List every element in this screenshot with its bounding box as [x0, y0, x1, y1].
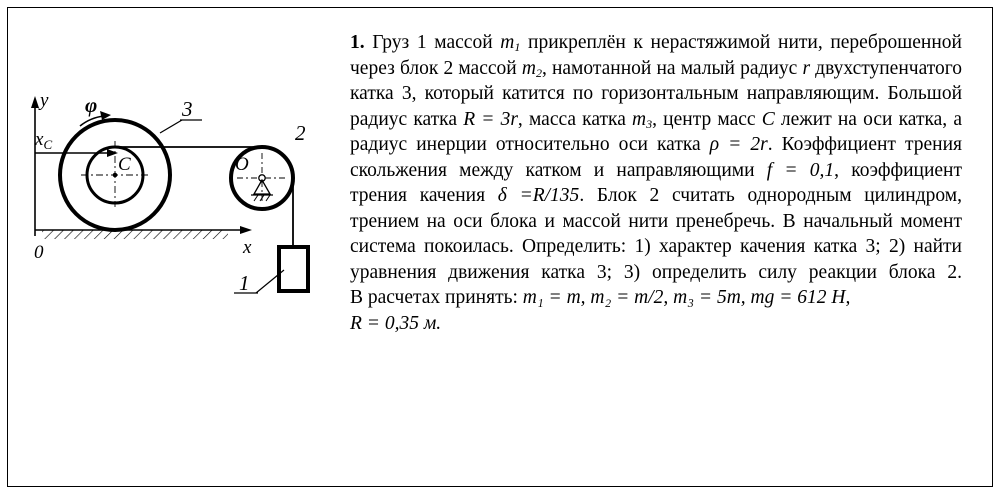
problem-paragraph — [350, 30, 962, 285]
r-symbol: r — [802, 57, 811, 79]
m2-symbol: m — [521, 57, 536, 79]
xc-arrow-head — [107, 149, 118, 157]
problem-text-3: , намотанной на малый радиус — [541, 57, 803, 79]
given-prefix: В расчетах принять: — [350, 287, 523, 308]
problem-text-8: . Коэффициент трения скольжения между катком и направляющими — [350, 134, 963, 181]
y-axis-label: y — [40, 90, 49, 111]
ground-hatching — [42, 230, 228, 239]
pulley-number-label: 2 — [295, 121, 306, 145]
pulley-axis-label: O — [235, 154, 249, 175]
roller-number-label: 3 — [182, 97, 193, 121]
pulley-support-hatch-1 — [254, 195, 258, 201]
problem-number: 1. — [350, 32, 365, 53]
problem-text-9: , коэффициент трения качения — [350, 159, 963, 206]
problem-statement — [350, 30, 962, 336]
roller-label-leader — [160, 120, 182, 133]
m3-subscript: 3 — [646, 116, 653, 131]
xc-label: $x_C$ — [35, 129, 53, 152]
problem-text-6: , центр масс — [652, 108, 762, 130]
mechanism-diagram — [8, 8, 338, 308]
mechanism-figure — [8, 8, 338, 308]
phi-label: φ — [85, 93, 98, 117]
delta-equation: δ =R/135 — [497, 185, 580, 206]
problem-text-4: двухступенчатого катка 3, который катится по горизонтальным направляющим. Большой радиус катка — [350, 57, 962, 130]
problem-text-10: . Блок 2 считать однородным цилиндром, трением на оси блока и массой нити пренебречь. В начальный момент система покоилась. Определить: 1) характер качения катка 3; 2) найти уравнения движения катка 3; 3) определить силу реакции блока 2. — [350, 185, 962, 283]
problem-text-2: прикреплён к нерастяжимой нити, переброшенной через блок 2 массой — [350, 32, 962, 79]
given-values-line2: R = 0,35 м. — [350, 312, 442, 334]
m3-symbol: m — [632, 108, 647, 130]
rho-equation: ρ = 2r — [709, 134, 768, 155]
C-symbol: C — [761, 108, 775, 130]
given-values — [350, 285, 962, 336]
problem-text-5: , масса катка — [517, 108, 633, 130]
m1-symbol: m — [500, 32, 515, 53]
origin-label: 0 — [34, 242, 44, 263]
load-number-label: 1 — [239, 271, 250, 295]
R-equation: R = 3r — [463, 108, 518, 130]
y-axis-arrow — [31, 96, 39, 108]
x-axis-arrow — [240, 226, 252, 234]
problem-text-7: лежит на оси катка, а радиус инерции относительно оси катка — [350, 108, 962, 155]
center-mass-label: C — [118, 154, 131, 175]
problem-text-1: Груз 1 массой — [372, 32, 501, 53]
m2-subscript: 2 — [535, 65, 542, 80]
load-block — [279, 247, 308, 291]
f-equation: f = 0,1 — [766, 159, 835, 181]
given-values-line1: m₁ = m, m₂ = m/2, m₃ = 5m, mg = 612 Н, — [522, 287, 851, 308]
pulley-support-hatch-3 — [266, 195, 270, 201]
x-axis-label: x — [243, 237, 252, 258]
m1-subscript: 1 — [514, 40, 521, 54]
